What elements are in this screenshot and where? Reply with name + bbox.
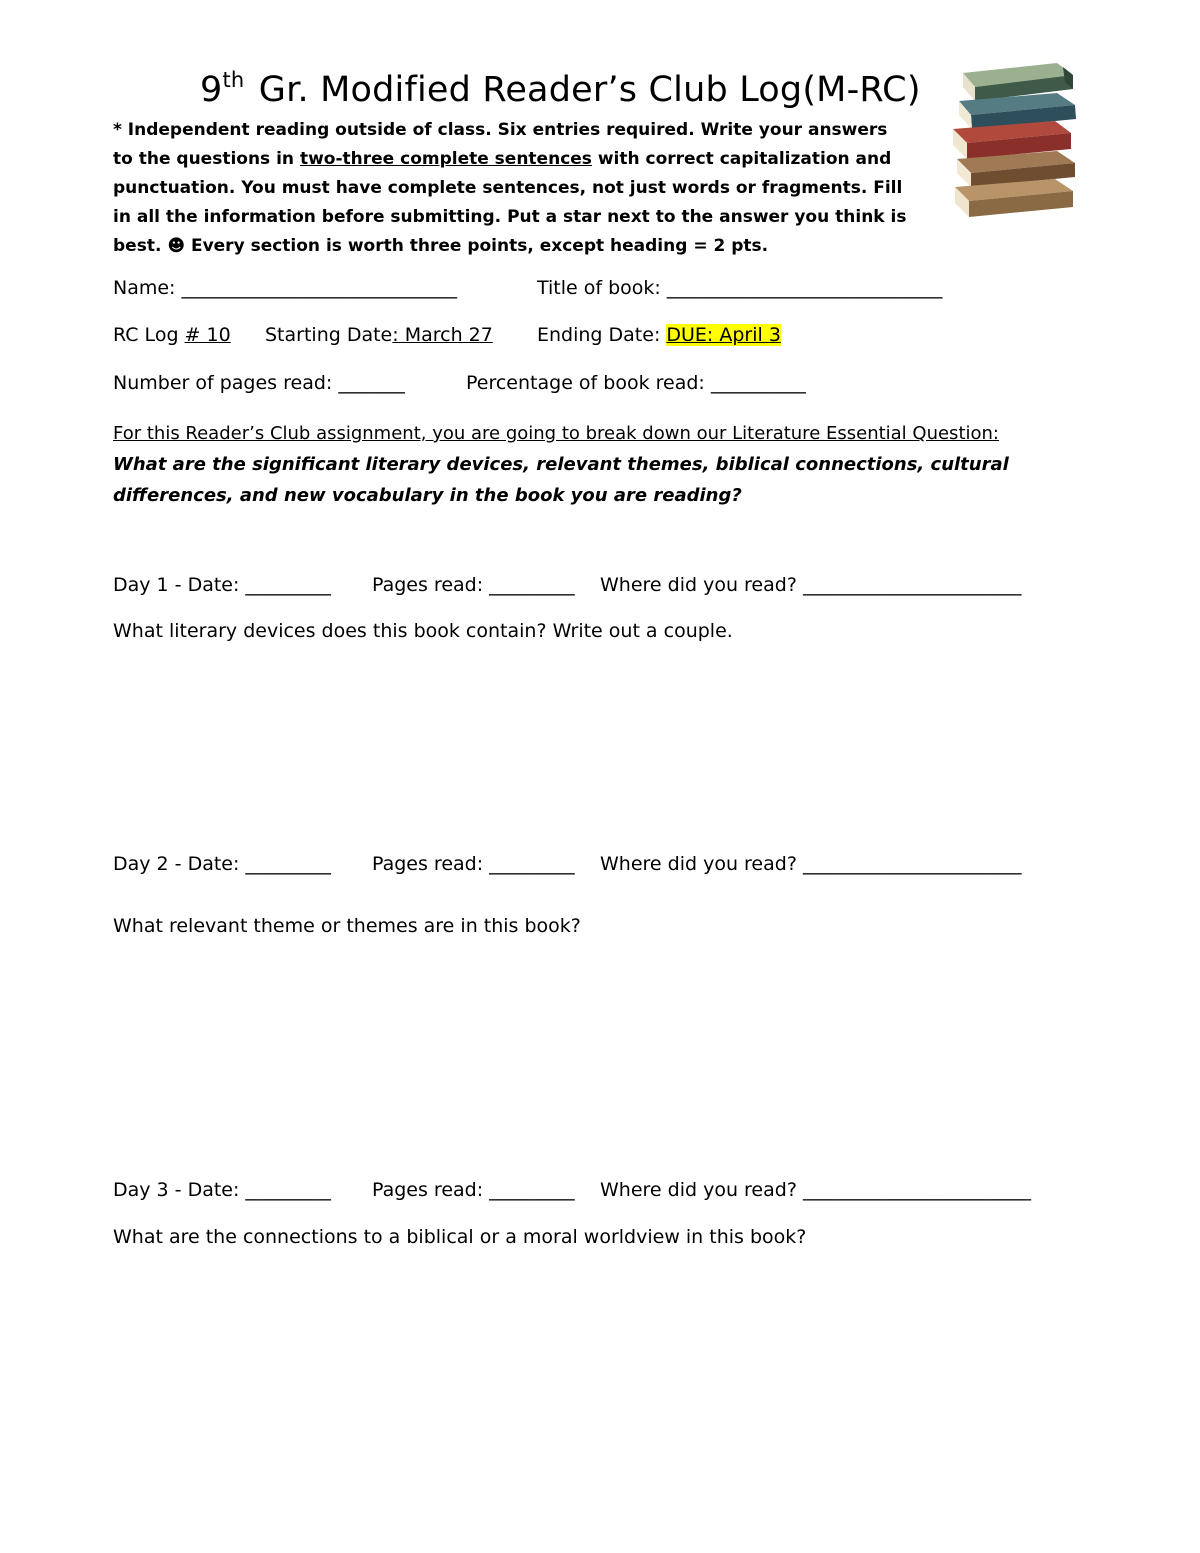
starting-date bbox=[265, 324, 493, 346]
day-2-pages-field[interactable]: Pages read: _________ bbox=[372, 853, 575, 875]
day-2-where-field[interactable]: Where did you read? _______________________ bbox=[600, 853, 1022, 875]
essential-question-text: What are the significant literary devices, relevant themes, biblical connections, cultural differences, and new vocabulary in the book you are reading? bbox=[113, 454, 1009, 506]
day-1-where-field[interactable]: Where did you read? _______________________ bbox=[600, 574, 1022, 596]
day-1-pages-field[interactable]: Pages read: _________ bbox=[372, 574, 575, 596]
percentage-field[interactable]: Percentage of book read: __________ bbox=[466, 372, 806, 394]
day-2-prompt: What relevant theme or themes are in this book? bbox=[113, 915, 581, 937]
day-3-where-field[interactable]: Where did you read? ________________________ bbox=[600, 1179, 1031, 1201]
ending-date-value: DUE: April 3 bbox=[666, 324, 781, 346]
essential-question-lead: For this Reader’s Club assignment, you are going to break down our Literature Essential Question: bbox=[113, 423, 999, 444]
rc-log-label: RC Log bbox=[113, 324, 185, 346]
book-stack-image bbox=[945, 55, 1085, 220]
instructions-part-2: with correct capitalization and punctuation. You must have complete sentences, not just words or fragments. Fill in all the information before submitting. Put a star next to the answer you think is best. ☻ Every section is worth three points, except heading = 2 pts. bbox=[113, 149, 907, 256]
instructions bbox=[113, 116, 913, 261]
day-2-date-field[interactable]: Day 2 - Date: _________ bbox=[113, 853, 331, 875]
page-title bbox=[200, 68, 921, 110]
instructions-underlined: two-three complete sentences bbox=[299, 149, 592, 169]
starting-date-value: : March 27 bbox=[392, 324, 493, 346]
rc-log-value: # 10 bbox=[184, 324, 231, 346]
title-superscript: th bbox=[222, 68, 245, 92]
name-field[interactable]: Name: _____________________________ bbox=[113, 277, 457, 299]
day-3-prompt: What are the connections to a biblical or a moral worldview in this book? bbox=[113, 1226, 807, 1248]
day-3-pages-field[interactable]: Pages read: _________ bbox=[372, 1179, 575, 1201]
ending-date bbox=[537, 324, 781, 346]
title-number: 9 bbox=[200, 70, 223, 110]
instructions-part-1: * Independent reading outside of class. Six entries required. Write your answers to the questions in bbox=[113, 120, 888, 169]
starting-date-label: Starting Date bbox=[265, 324, 393, 346]
ending-date-label: Ending Date: bbox=[537, 324, 667, 346]
essential-question bbox=[113, 418, 1093, 511]
title-of-book-field[interactable]: Title of book: _____________________________ bbox=[537, 277, 943, 299]
day-1-prompt: What literary devices does this book contain? Write out a couple. bbox=[113, 620, 733, 642]
rc-log-number bbox=[113, 324, 231, 346]
day-1-date-field[interactable]: Day 1 - Date: _________ bbox=[113, 574, 331, 596]
pages-read-field[interactable]: Number of pages read: _______ bbox=[113, 372, 405, 394]
title-text: Gr. Modified Reader’s Club Log(M-RC) bbox=[258, 70, 921, 110]
day-3-date-field[interactable]: Day 3 - Date: _________ bbox=[113, 1179, 331, 1201]
